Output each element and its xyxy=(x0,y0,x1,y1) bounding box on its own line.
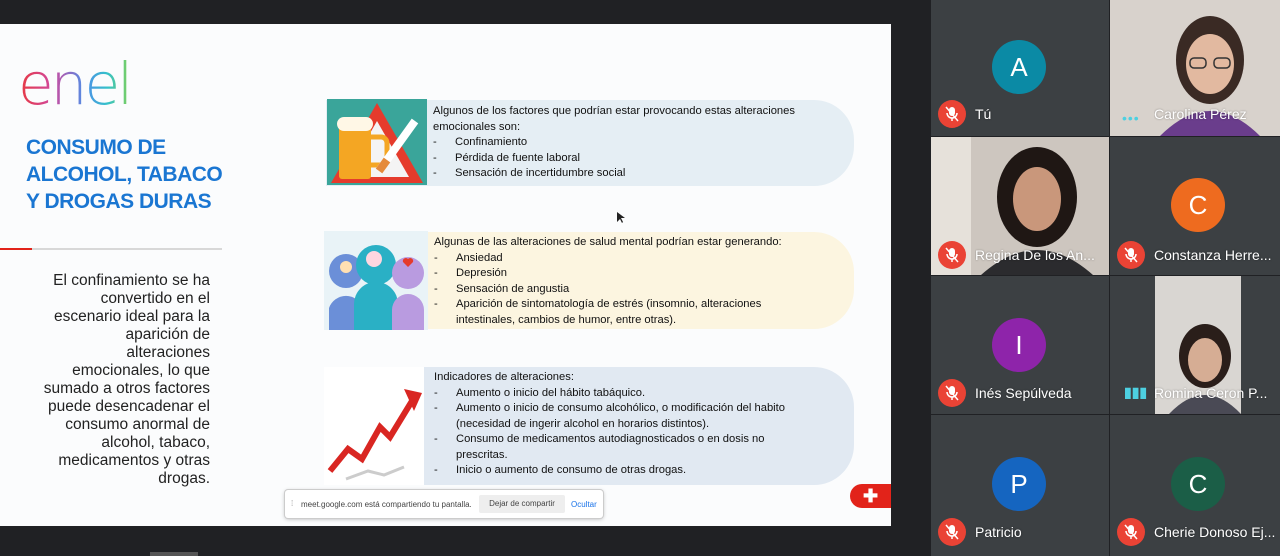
share-message: meet.google.com está compartiendo tu pantalla. xyxy=(301,500,472,509)
list-item: - Aumento o inicio de consumo alcohólico, o modificación del habito (necesidad de ingerir alcohol en horarios distintos). xyxy=(434,401,814,432)
list-item: - Aparición de sintomatología de estrés (insomnio, alteraciones intestinales, cambios de humor, entre otras). xyxy=(434,297,814,328)
participant-tile[interactable] xyxy=(1110,276,1280,414)
speaking-icon: ▮▮▮ xyxy=(1124,384,1148,400)
slide-intro-text: El confinamiento se ha convertido en el escenario ideal para la aparición de alteraciones emocionales, lo que sumado a otros factores puede desencadenar el consumo anormal de alcohol, tabaco, medicamentos y otras drogas. xyxy=(43,272,210,487)
cursor-icon xyxy=(617,212,625,224)
participant-tile[interactable] xyxy=(931,276,1109,414)
mic-off-icon xyxy=(938,241,966,269)
participant-name: Tú xyxy=(975,106,992,122)
mental-health-intro: Algunas de las alteraciones de salud mental podrían estar generando: xyxy=(434,236,782,248)
rising-arrow-image xyxy=(324,367,424,485)
participant-tile[interactable] xyxy=(931,0,1109,136)
participant-name: Carolina Pérez xyxy=(1154,106,1247,122)
participant-name: Constanza Herre... xyxy=(1154,247,1272,263)
title-divider xyxy=(0,248,222,250)
participant-name: Romina Ceron P... xyxy=(1154,385,1268,401)
plus-icon: ✚ xyxy=(850,484,891,508)
alcohol-tobacco-image xyxy=(327,99,427,185)
drag-handle-icon[interactable]: ⁞ xyxy=(291,499,294,508)
list-item: - Sensación de angustia xyxy=(434,282,814,298)
list-item: - Sensación de incertidumbre social xyxy=(433,166,843,182)
indicators-block xyxy=(434,370,814,479)
list-item: - Inicio o aumento de consumo de otras drogas. xyxy=(434,463,814,479)
title-divider-accent xyxy=(0,248,32,250)
participant-name: Regina De los An... xyxy=(975,247,1095,263)
list-item: - Pérdida de fuente laboral xyxy=(433,151,843,167)
participant-name: Inés Sepúlveda xyxy=(975,385,1072,401)
mic-off-icon xyxy=(938,100,966,128)
hide-button[interactable]: Ocultar xyxy=(571,500,597,509)
taskbar-indicator xyxy=(150,552,198,556)
mic-off-icon xyxy=(1117,518,1145,546)
mental-health-block xyxy=(434,235,814,328)
factors-intro: Algunos de los factores que podrían estar provocando estas alteraciones emocionales son: xyxy=(433,105,795,133)
screen-share-bar xyxy=(285,490,603,518)
mic-off-icon xyxy=(1117,241,1145,269)
participant-tile[interactable] xyxy=(1110,415,1280,556)
participant-tile[interactable] xyxy=(1110,137,1280,275)
mic-off-icon xyxy=(938,379,966,407)
list-item: - Aumento o inicio del hábito tabáquico. xyxy=(434,386,814,402)
list-item: - Ansiedad xyxy=(434,251,814,267)
participant-tile[interactable] xyxy=(931,415,1109,556)
avatar: P xyxy=(992,457,1046,511)
list-item: - Confinamiento xyxy=(433,135,843,151)
participant-name: Cherie Donoso Ej... xyxy=(1154,524,1276,540)
enel-logo: enel xyxy=(18,50,131,118)
speaking-icon: ••• xyxy=(1122,110,1140,126)
presentation-slide xyxy=(0,24,891,526)
participant-tile[interactable] xyxy=(1110,0,1280,136)
stop-sharing-button[interactable]: Dejar de compartir xyxy=(479,495,565,513)
participant-tile[interactable] xyxy=(931,137,1109,275)
mic-off-icon xyxy=(938,518,966,546)
avatar: C xyxy=(1171,178,1225,232)
avatar: C xyxy=(1171,457,1225,511)
factors-block xyxy=(433,104,843,182)
avatar: A xyxy=(992,40,1046,94)
mental-health-image xyxy=(324,231,428,330)
list-item: - Depresión xyxy=(434,266,814,282)
participant-name: Patricio xyxy=(975,524,1022,540)
list-item: - Consumo de medicamentos autodiagnosticados o en dosis no prescritas. xyxy=(434,432,814,463)
avatar: I xyxy=(992,318,1046,372)
slide-title: CONSUMO DE ALCOHOL, TABACO Y DROGAS DURAS xyxy=(26,136,223,213)
indicators-intro: Indicadores de alteraciones: xyxy=(434,371,574,383)
